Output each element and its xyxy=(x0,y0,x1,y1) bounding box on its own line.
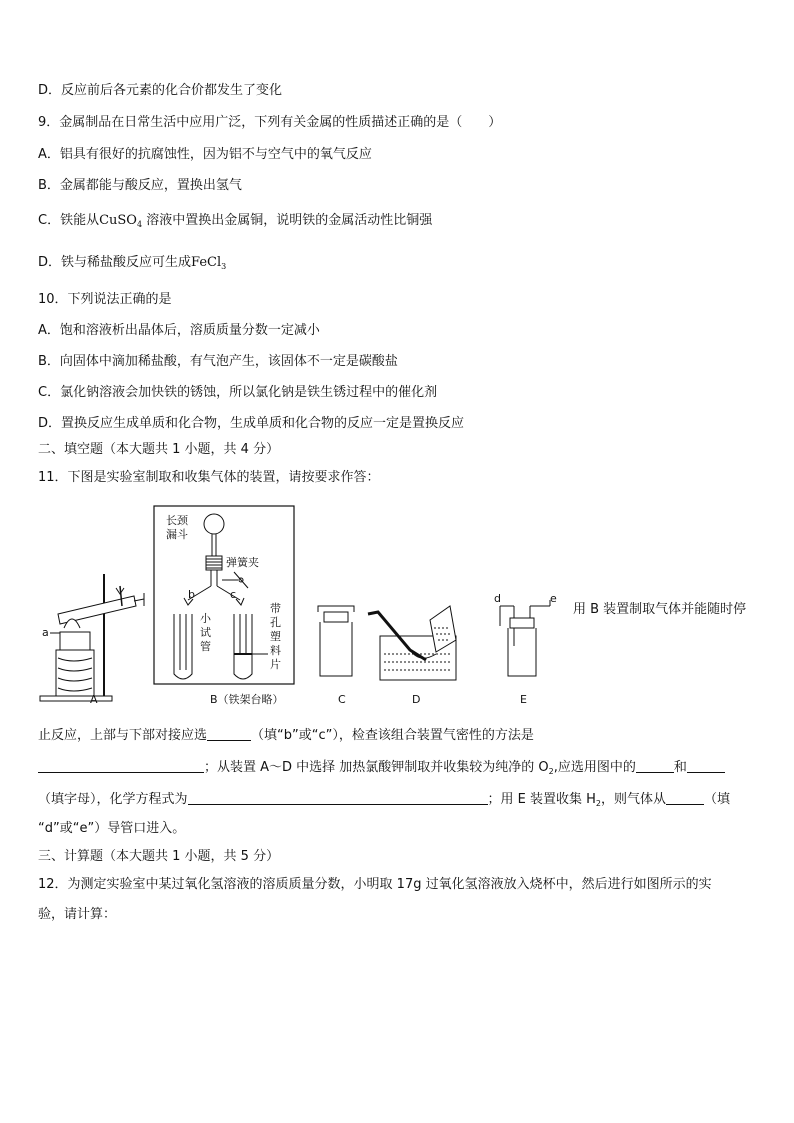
q10-option-c: C．氯化钠溶液会加快铁的锈蚀，所以氯化钠是铁生锈过程中的催化剂 xyxy=(38,385,438,400)
cuso4-formula: CuSO$_4$ xyxy=(99,213,143,229)
caption-a: A xyxy=(90,693,98,706)
small-tube-label-1: 小 xyxy=(200,612,211,625)
b-label: b xyxy=(188,588,195,601)
q11-line2-and: 和 xyxy=(673,760,687,775)
plate-label-4: 料 xyxy=(270,644,281,657)
small-tube-label-3: 管 xyxy=(200,640,211,653)
q9-stem: 9．金属制品在日常生活中应用广泛，下列有关金属的性质描述正确的是（ ） xyxy=(38,115,502,130)
q11-line1-pre: 止反应，上部与下部对接应选 xyxy=(38,728,208,743)
q11-line3-post: ，则气体从 xyxy=(601,792,667,807)
section2-heading: 二、填空题（本大题共 1 小题，共 4 分） xyxy=(38,442,280,457)
apparatus-c-drawing xyxy=(318,606,354,676)
section3-heading: 三、计算题（本大题共 1 小题，共 5 分） xyxy=(38,849,280,864)
q10-option-d: D．置换反应生成单质和化合物，生成单质和化合物的反应一定是置换反应 xyxy=(38,416,465,431)
answer-blank-5[interactable] xyxy=(188,791,488,805)
q9-option-c-post: 溶液中置换出金属铜，说明铁的金属活动性比铜强 xyxy=(142,213,433,228)
fecl3-formula: FeCl$_3$ xyxy=(191,255,227,271)
q10-option-a: A．饱和溶液析出晶体后，溶质质量分数一定减小 xyxy=(38,323,320,338)
o2-subscript: 2 xyxy=(548,767,554,776)
caption-e: E xyxy=(520,693,527,706)
plate-label-3: 塑 xyxy=(270,630,281,643)
q9-option-a: A．铝具有很好的抗腐蚀性，因为铝不与空气中的氧气反应 xyxy=(38,147,372,162)
e-label: e xyxy=(550,592,557,605)
apparatus-figure xyxy=(38,502,576,712)
caption-b: B（铁架台略） xyxy=(210,693,284,706)
q11-line2-mid: ,应选用图中的 xyxy=(553,760,636,775)
apparatus-d-drawing xyxy=(368,606,456,680)
q11-line3-mid: ；用 E 装置收集 H xyxy=(487,792,596,807)
q8-option-d: D．反应前后各元素的化合价都发生了变化 xyxy=(38,83,283,98)
plate-label-5: 片 xyxy=(270,658,281,671)
caption-d: D xyxy=(412,693,421,706)
answer-blank-3[interactable] xyxy=(636,759,674,773)
answer-blank-2[interactable] xyxy=(38,759,204,773)
d-label: d xyxy=(494,592,501,605)
q11-line2-pre: ；从装置 A～D 中选择 加热氯酸钾制取并收集较为纯净的 O xyxy=(204,760,549,775)
clip-label: 弹簧夹 xyxy=(226,556,259,569)
q11-line3-end: （填 xyxy=(704,792,731,807)
q9-option-c-pre: C．铁能从 xyxy=(38,213,100,228)
funnel-label-1: 长颈 xyxy=(166,514,188,527)
answer-blank-1[interactable] xyxy=(207,727,251,741)
answer-blank-4[interactable] xyxy=(687,759,725,773)
q10-stem: 10．下列说法正确的是 xyxy=(38,292,172,307)
a-label: a xyxy=(42,626,49,639)
q11-line-3 xyxy=(38,791,730,813)
apparatus-a-drawing xyxy=(40,574,144,701)
q9-option-d-pre: D．铁与稀盐酸反应可生成 xyxy=(38,255,192,270)
q11-line-1 xyxy=(38,727,534,745)
q9-option-b: B．金属都能与酸反应，置换出氢气 xyxy=(38,178,242,193)
q9-option-d xyxy=(38,254,226,276)
answer-blank-6[interactable] xyxy=(666,791,704,805)
funnel-label-2: 漏斗 xyxy=(166,528,188,541)
caption-c: C xyxy=(338,693,346,706)
q11-line-4: “d”或“e”）导管口进入。 xyxy=(38,821,186,836)
q11-line-2 xyxy=(38,759,725,781)
q9-option-c xyxy=(38,212,432,234)
q11-line3-pre: （填字母），化学方程式为 xyxy=(38,792,188,807)
q12-line-1: 12．为测定实验室中某过氧化氢溶液的溶质质量分数，小明取 17g 过氧化氢溶液放入烧杯中，然后进行如图所示的实 xyxy=(38,877,712,892)
q11-line1-mid: （填“b”或“c”），检查该组合装置气密性的方法是 xyxy=(251,728,534,743)
apparatus-e-drawing xyxy=(500,600,550,676)
h2-subscript: 2 xyxy=(595,799,601,808)
plate-label-1: 带 xyxy=(270,602,281,615)
q10-option-b: B．向固体中滴加稀盐酸，有气泡产生，该固体不一定是碳酸盐 xyxy=(38,354,398,369)
small-tube-label-2: 试 xyxy=(200,626,211,639)
q12-line-2: 验，请计算： xyxy=(38,907,117,922)
q11-stem: 11．下图是实验室制取和收集气体的装置，请按要求作答： xyxy=(38,470,380,485)
plate-label-2: 孔 xyxy=(270,616,281,629)
c-label: c xyxy=(230,588,237,601)
q11-side-text: 用 B 装置制取气体并能随时停 xyxy=(573,602,747,617)
